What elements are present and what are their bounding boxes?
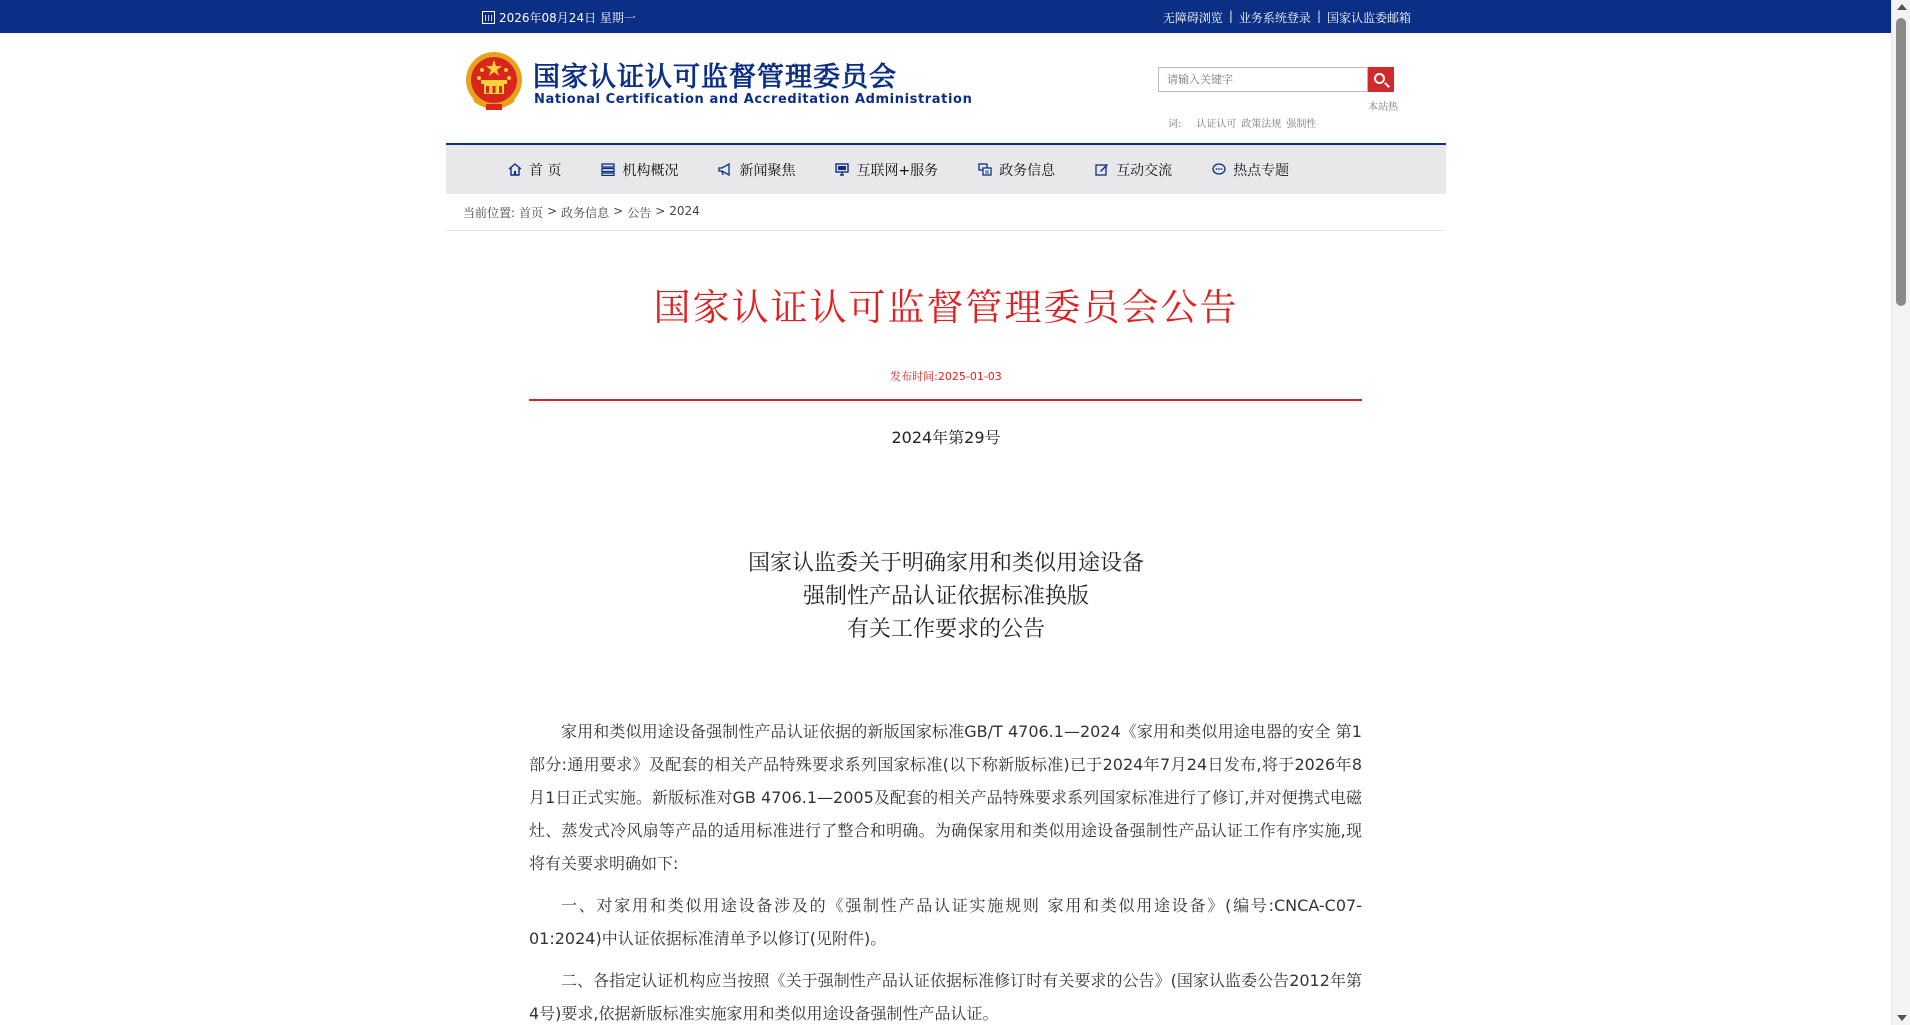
nav-item-label: 互联网+服务 <box>856 162 939 179</box>
site-title-english: National Certification and Accreditation Administration <box>534 92 973 107</box>
breadcrumb <box>463 204 700 221</box>
body-paragraph: 家用和类似用途设备强制性产品认证依据的新版国家标准GB/T 4706.1—2024《家用和类似用途电器的安全 第1部分:通用要求》及配套的相关产品特殊要求系列国家标准(以下称新版标准)已于2024年7月24日发布,将于2026年8月1日正式实施。新版标准对GB 4706.1—2005及配套的相关产品特殊要求系列国家标准进行了修订,并对便携式电磁灶、蒸发式冷风扇等产品的适用标准进行了整合和明确。为确保家用和类似用途设备强制性产品认证工作有序实施,现将有关要求明确如下: <box>529 722 1362 873</box>
scroll-up-arrow-icon[interactable] <box>1897 4 1907 10</box>
nav-item-news[interactable] <box>718 160 795 180</box>
subtitle-line: 国家认监委关于明确家用和类似用途设备 <box>747 551 1144 576</box>
nav-item-label: 新闻聚焦 <box>739 162 796 179</box>
publish-date: 发布时间:2025-01-03 <box>890 370 1002 383</box>
scroll-down-arrow-icon[interactable] <box>1897 1015 1907 1021</box>
body-paragraph: 二、各指定认证机构应当按照《关于强制性产品认证依据标准修订时有关要求的公告》(国家认监委公告2012年第4号)要求,依据新版标准实施家用和类似用途设备强制性产品认证。 <box>529 971 1362 1023</box>
top-bar <box>0 0 1891 33</box>
scrollbar-thumb[interactable] <box>1896 18 1906 306</box>
article-body <box>529 715 1362 1025</box>
date-text: 2026年08月24日 星期一 <box>499 11 636 25</box>
search-icon <box>1374 73 1385 84</box>
monitor-icon <box>835 163 849 176</box>
hot-word-link[interactable]: 认证认可 <box>1196 119 1237 130</box>
search-box <box>1158 67 1394 92</box>
edit-icon <box>1095 163 1109 176</box>
top-links <box>1163 9 1411 26</box>
nav-item-interaction[interactable] <box>1095 160 1172 180</box>
breadcrumb-home[interactable]: 首页 <box>519 206 544 220</box>
subtitle-line: 强制性产品认证依据标准换版 <box>802 584 1089 609</box>
breadcrumb-year[interactable]: 2024 <box>669 204 700 218</box>
home-icon <box>508 163 522 176</box>
nav-item-internet-service[interactable] <box>835 160 938 180</box>
article-subtitle <box>446 547 1446 646</box>
search-input[interactable] <box>1158 67 1368 92</box>
scrollbar[interactable] <box>1891 0 1910 1025</box>
nav-item-home[interactable] <box>508 160 561 180</box>
title-divider <box>529 399 1362 401</box>
nav-item-label: 互动交流 <box>1116 162 1173 179</box>
subtitle-line: 有关工作要求的公告 <box>846 617 1045 642</box>
body-paragraph: 一、对家用和类似用途设备涉及的《强制性产品认证实施规则 家用和类似用途设备》(编号:CNCA-C07-01:2024)中认证依据标准清单予以修订(见附件)。 <box>529 896 1362 948</box>
megaphone-icon <box>718 163 732 176</box>
article-title: 国家认证认可监督管理委员会公告 <box>653 286 1239 329</box>
nav-item-label: 热点专题 <box>1233 162 1290 179</box>
breadcrumb-divider <box>446 230 1446 231</box>
breadcrumb-label: 当前位置: <box>463 206 516 220</box>
hot-word-link[interactable]: 政策法规 <box>1241 119 1282 130</box>
date-display <box>482 9 636 26</box>
site-search-label: 本站热 <box>1368 102 1398 113</box>
hot-words-label: 词: <box>1168 119 1182 130</box>
document-number: 2024年第29号 <box>891 428 1001 447</box>
search-button[interactable] <box>1368 67 1394 92</box>
nav-item-label: 首 页 <box>529 162 562 179</box>
hot-words <box>1168 115 1316 130</box>
email-link[interactable]: 国家认监委邮箱 <box>1326 11 1411 25</box>
nav-item-government-info[interactable] <box>978 160 1055 180</box>
site-title[interactable]: 国家认证认可监督管理委员会 <box>533 62 897 93</box>
nav-item-label: 机构概况 <box>622 162 679 179</box>
calendar-icon <box>482 11 495 24</box>
nav-item-hot-topics[interactable] <box>1212 160 1289 180</box>
chat-icon <box>1212 163 1226 176</box>
org-chart-icon <box>601 163 615 176</box>
site-header <box>446 33 1446 143</box>
hot-word-link[interactable]: 强制性 <box>1286 119 1317 130</box>
link-separator: | <box>1316 9 1321 23</box>
main-nav <box>446 143 1446 194</box>
nav-item-label: 政务信息 <box>999 162 1056 179</box>
breadcrumb-separator: > <box>655 204 666 218</box>
breadcrumb-separator: > <box>547 204 558 218</box>
document-icon <box>978 163 992 176</box>
national-emblem-icon[interactable] <box>464 50 524 114</box>
accessibility-link[interactable]: 无障碍浏览 <box>1162 11 1223 25</box>
nav-item-organization[interactable] <box>601 160 678 180</box>
business-login-link[interactable]: 业务系统登录 <box>1238 11 1311 25</box>
link-separator: | <box>1228 9 1233 23</box>
breadcrumb-announcement[interactable]: 公告 <box>627 206 652 220</box>
breadcrumb-separator: > <box>613 204 624 218</box>
breadcrumb-government-info[interactable]: 政务信息 <box>561 206 610 220</box>
